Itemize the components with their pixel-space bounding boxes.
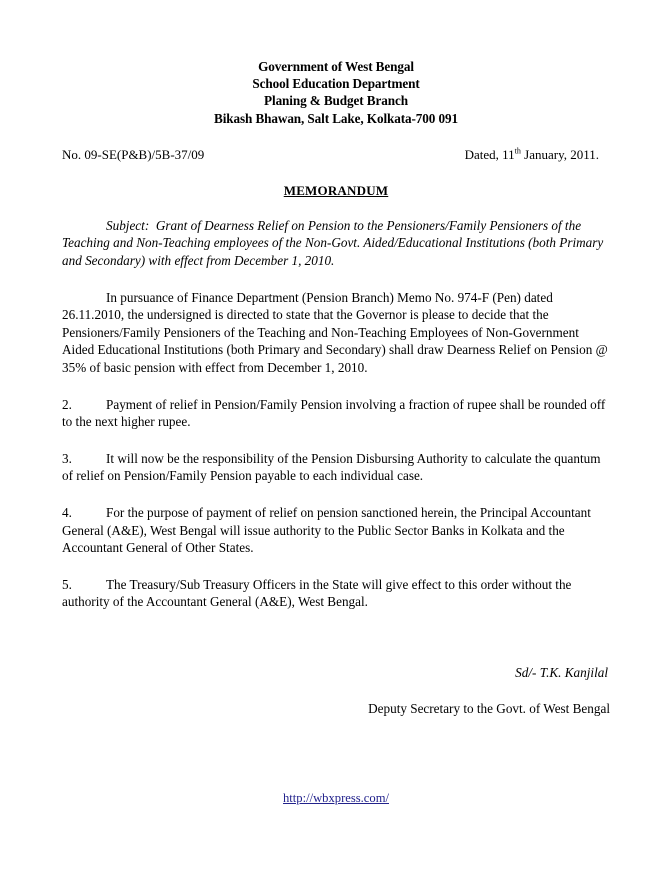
reference-date-row xyxy=(62,147,610,163)
letterhead-line-department: School Education Department xyxy=(252,76,420,92)
paragraph-2 xyxy=(62,396,610,431)
paragraph-4 xyxy=(62,504,610,557)
letterhead-line-branch: Planing & Budget Branch xyxy=(264,93,408,109)
memorandum-heading: MEMORANDUM xyxy=(283,182,389,198)
paragraph-3-text: It will now be the responsibility of the Pension Disbursing Authority to calculate the quantum of relief on Pension/Family Pension payable to each individual case. xyxy=(62,450,601,484)
paragraph-5-text: The Treasury/Sub Treasury Officers in the State will give effect to this order without the authority of the Accountant General (A&E), West Bengal. xyxy=(62,576,572,610)
letterhead-line-address: Bikash Bhawan, Salt Lake, Kolkata-700 091 xyxy=(214,110,458,126)
paragraph-4-number: 4. xyxy=(62,504,72,520)
wbxpress-source-link[interactable]: http://wbxpress.com/ xyxy=(283,791,389,805)
subject-text: Grant of Dearness Relief on Pension to the Pensioners/Family Pensioners of the Teaching and Non-Teaching employees of the Non-Govt. Aided/Educational Institutions (both Primary and Secondary) with effect from December 1, 2010. xyxy=(62,217,604,268)
page-footer xyxy=(0,789,672,807)
subject-line xyxy=(62,217,610,270)
subject-label: Subject: xyxy=(106,217,150,233)
document-date xyxy=(465,147,610,163)
paragraph-4-text: For the purpose of payment of relief on pension sanctioned herein, the Principal Accountant General (A&E), West Bengal will issue authority to the Public Sector Banks in Kolkata and the Accountant General of Other States. xyxy=(62,504,591,556)
date-prefix: Dated, 11 xyxy=(464,146,515,162)
reference-number: No. 09-SE(P&B)/5B-37/09 xyxy=(62,146,205,162)
paragraph-3-number: 3. xyxy=(62,450,72,466)
date-ordinal-suffix: th xyxy=(514,146,521,156)
signatory-name: Sd/- T.K. Kanjilal xyxy=(515,664,608,680)
paragraph-5 xyxy=(62,576,610,611)
date-suffix: January, 2011. xyxy=(520,146,599,162)
letterhead xyxy=(62,58,610,127)
paragraph-3 xyxy=(62,450,610,485)
document-body xyxy=(62,0,610,717)
paragraph-2-text: Payment of relief in Pension/Family Pension involving a fraction of rupee shall be rounded off to the next higher rupee. xyxy=(62,396,606,430)
paragraph-2-number: 2. xyxy=(62,396,72,412)
letterhead-line-government: Government of West Bengal xyxy=(258,59,414,74)
signatory-designation: Deputy Secretary to the Govt. of West Bengal xyxy=(368,700,610,716)
paragraph-intro: In pursuance of Finance Department (Pension Branch) Memo No. 974-F (Pen) dated 26.11.2010, the undersigned is directed to state that the Governor is please to decide that the Pensioners/Family Pensioners of the Teaching and Non-Teaching Employees of Non-Government Aided Educational Institutions (both Primary and Secondary) shall draw Dearness Relief on Pension @ 35% of basic pension with effect from December 1, 2010. xyxy=(62,289,608,375)
paragraph-5-number: 5. xyxy=(62,576,72,592)
